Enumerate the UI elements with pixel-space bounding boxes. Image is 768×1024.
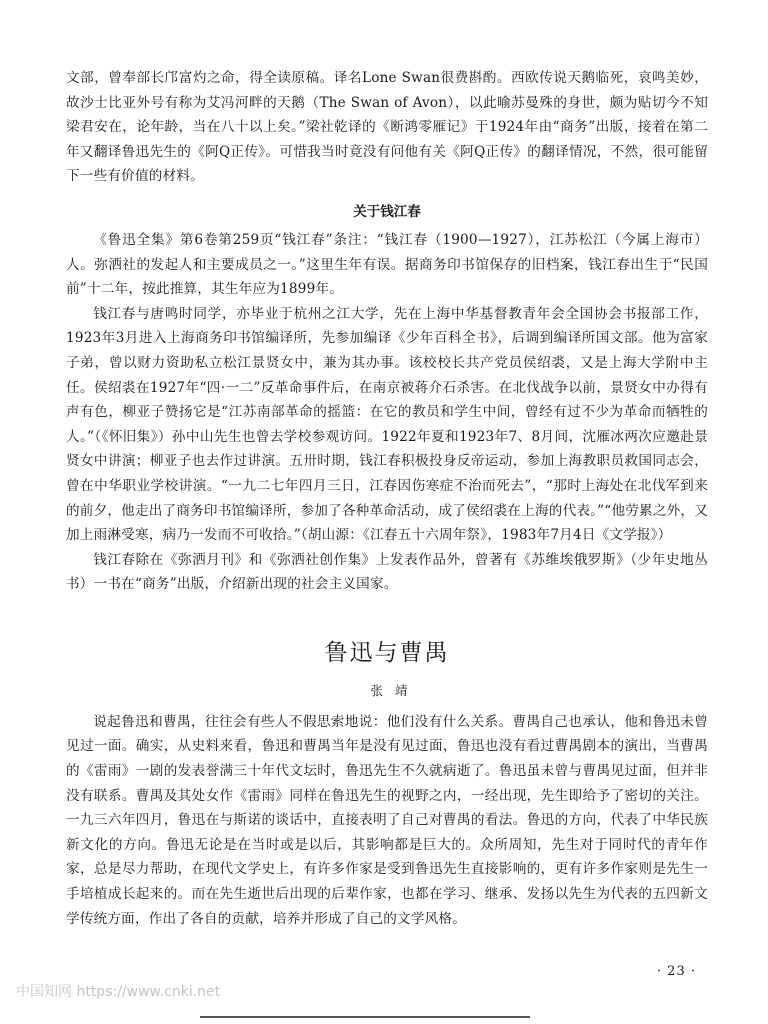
cnki-watermark: 中国知网 https://www.cnki.net <box>16 984 221 1000</box>
section-paragraph-3: 钱江春除在《弥洒月刊》和《弥洒社创作集》上发表作品外，曾著有《苏维埃俄罗斯》（少年史地丛书）一书在“商务”出版，介绍新出现的社会主义国家。 <box>66 551 708 593</box>
page-number: · 23 · <box>656 964 696 979</box>
section-heading: 关于钱江春 <box>353 203 421 220</box>
section-paragraph-1: 《鲁迅全集》第6卷第259页“钱江春”条注：“钱江春（1900—1927），江苏松江（今属上海市）人。弥洒社的发起人和主要成员之一。”这里生年有误。据商务印书馆保存的旧档案，钱江春出生于“民国前”十二年，按此推算，其生年应为1899年。 <box>66 231 708 298</box>
article-author: 张靖 <box>370 682 420 698</box>
page-content <box>66 66 708 931</box>
article-title: 鲁迅与曹禺 <box>324 639 450 666</box>
article-paragraph-1: 说起鲁迅和曹禺，往往会有些人不假思索地说：他们没有什么关系。曹禺自己也承认，他和鲁迅未曾见过一面。确实，从史料来看，鲁迅和曹禺当年是没有见过面，鲁迅也没有看过曹禺剧本的演出，当曹禺的《雷雨》一剧的发表誉满三十年代文坛时，鲁迅先生不久就病逝了。鲁迅虽未曾与曹禺见过面，但并非没有联系。曹禺及其处女作《雷雨》同样在鲁迅先生的视野之内，一经出现，先生即给予了密切的关注。一九三六年四月，鲁迅在与斯诺的谈话中，直接表明了自己对曹禺的看法。鲁迅的方向，代表了中华民族新文化的方向。鲁迅无论是在当时或是以后，其影响都是巨大的。众所周知，先生对于同时代的青年作家，总是尽力帮助，在现代文学史上，有许多作家是受到鲁迅先生直接影响的，更有许多作家则是先生一手培植成长起来的。而在先生逝世后出现的后辈作家，也都在学习、继承、发扬以先生为代表的五四新文学传统方面，作出了各自的贡献，培养并形成了自己的文学风格。 <box>66 713 708 927</box>
bottom-rule <box>200 1016 530 1018</box>
section-paragraph-2: 钱江春与唐鸣时同学，亦毕业于杭州之江大学，先在上海中华基督教青年会全国协会书报部工作，1923年3月进入上海商务印书馆编译所，先参加编译《少年百科全书》，后调到编译所国文部。他为富家子弟，曾以财力资助私立松江景贤女中，兼为其办事。该校校长共产党员侯绍裘，又是上海大学附中主任。侯绍裘在1927年“四·一二”反革命事件后，在南京被蒋介石杀害。在北伐战争以前，景贤女中办得有声有色，柳亚子赞扬它是“江苏南部革命的摇篮：在它的教员和学生中间，曾经有过不少为革命而牺牲的人。”（《怀旧集》）孙中山先生也曾去学校参观访问。1922年夏和1923年7、8月间，沈雁冰两次应邀赴景贤女中讲演；柳亚子也去作过讲演。五卅时期，钱江春积极投身反帝运动，参加上海教职员救国同志会，曾在中华职业学校讲演。“一九二七年四月三日，江春因伤寒症不治而死去”，“那时上海处在北伐军到来的前夕，他走出了商务印书馆编译所，参加了各种革命活动，成了侯绍裘在上海的代表。”“他劳累之外，又加上雨淋受寒，病乃一发而不可收拾。”（胡山源：《江春五十六周年祭》，1983年7月4日《文学报》） <box>66 305 709 544</box>
continuation-paragraph: 文部，曾奉部长邝富灼之命，得全读原稿。译名Lone Swan很费斟酌。西欧传说天鹅临死，哀鸣美妙，故沙士比亚外号有称为艾冯河畔的天鹅（The Swan of Avon），以此喻苏曼殊的身世，颇为贴切今不知梁君安在，论年龄，当在八十以上矣。”梁社乾译的《断鸿零雁记》于1924年由“商务”出版，接着在第二年又翻译鲁迅先生的《阿Q正传》。可惜我当时竟没有问他有关《阿Q正传》的翻译情况，不然，很可能留下一些有价值的材料。 <box>66 70 708 185</box>
